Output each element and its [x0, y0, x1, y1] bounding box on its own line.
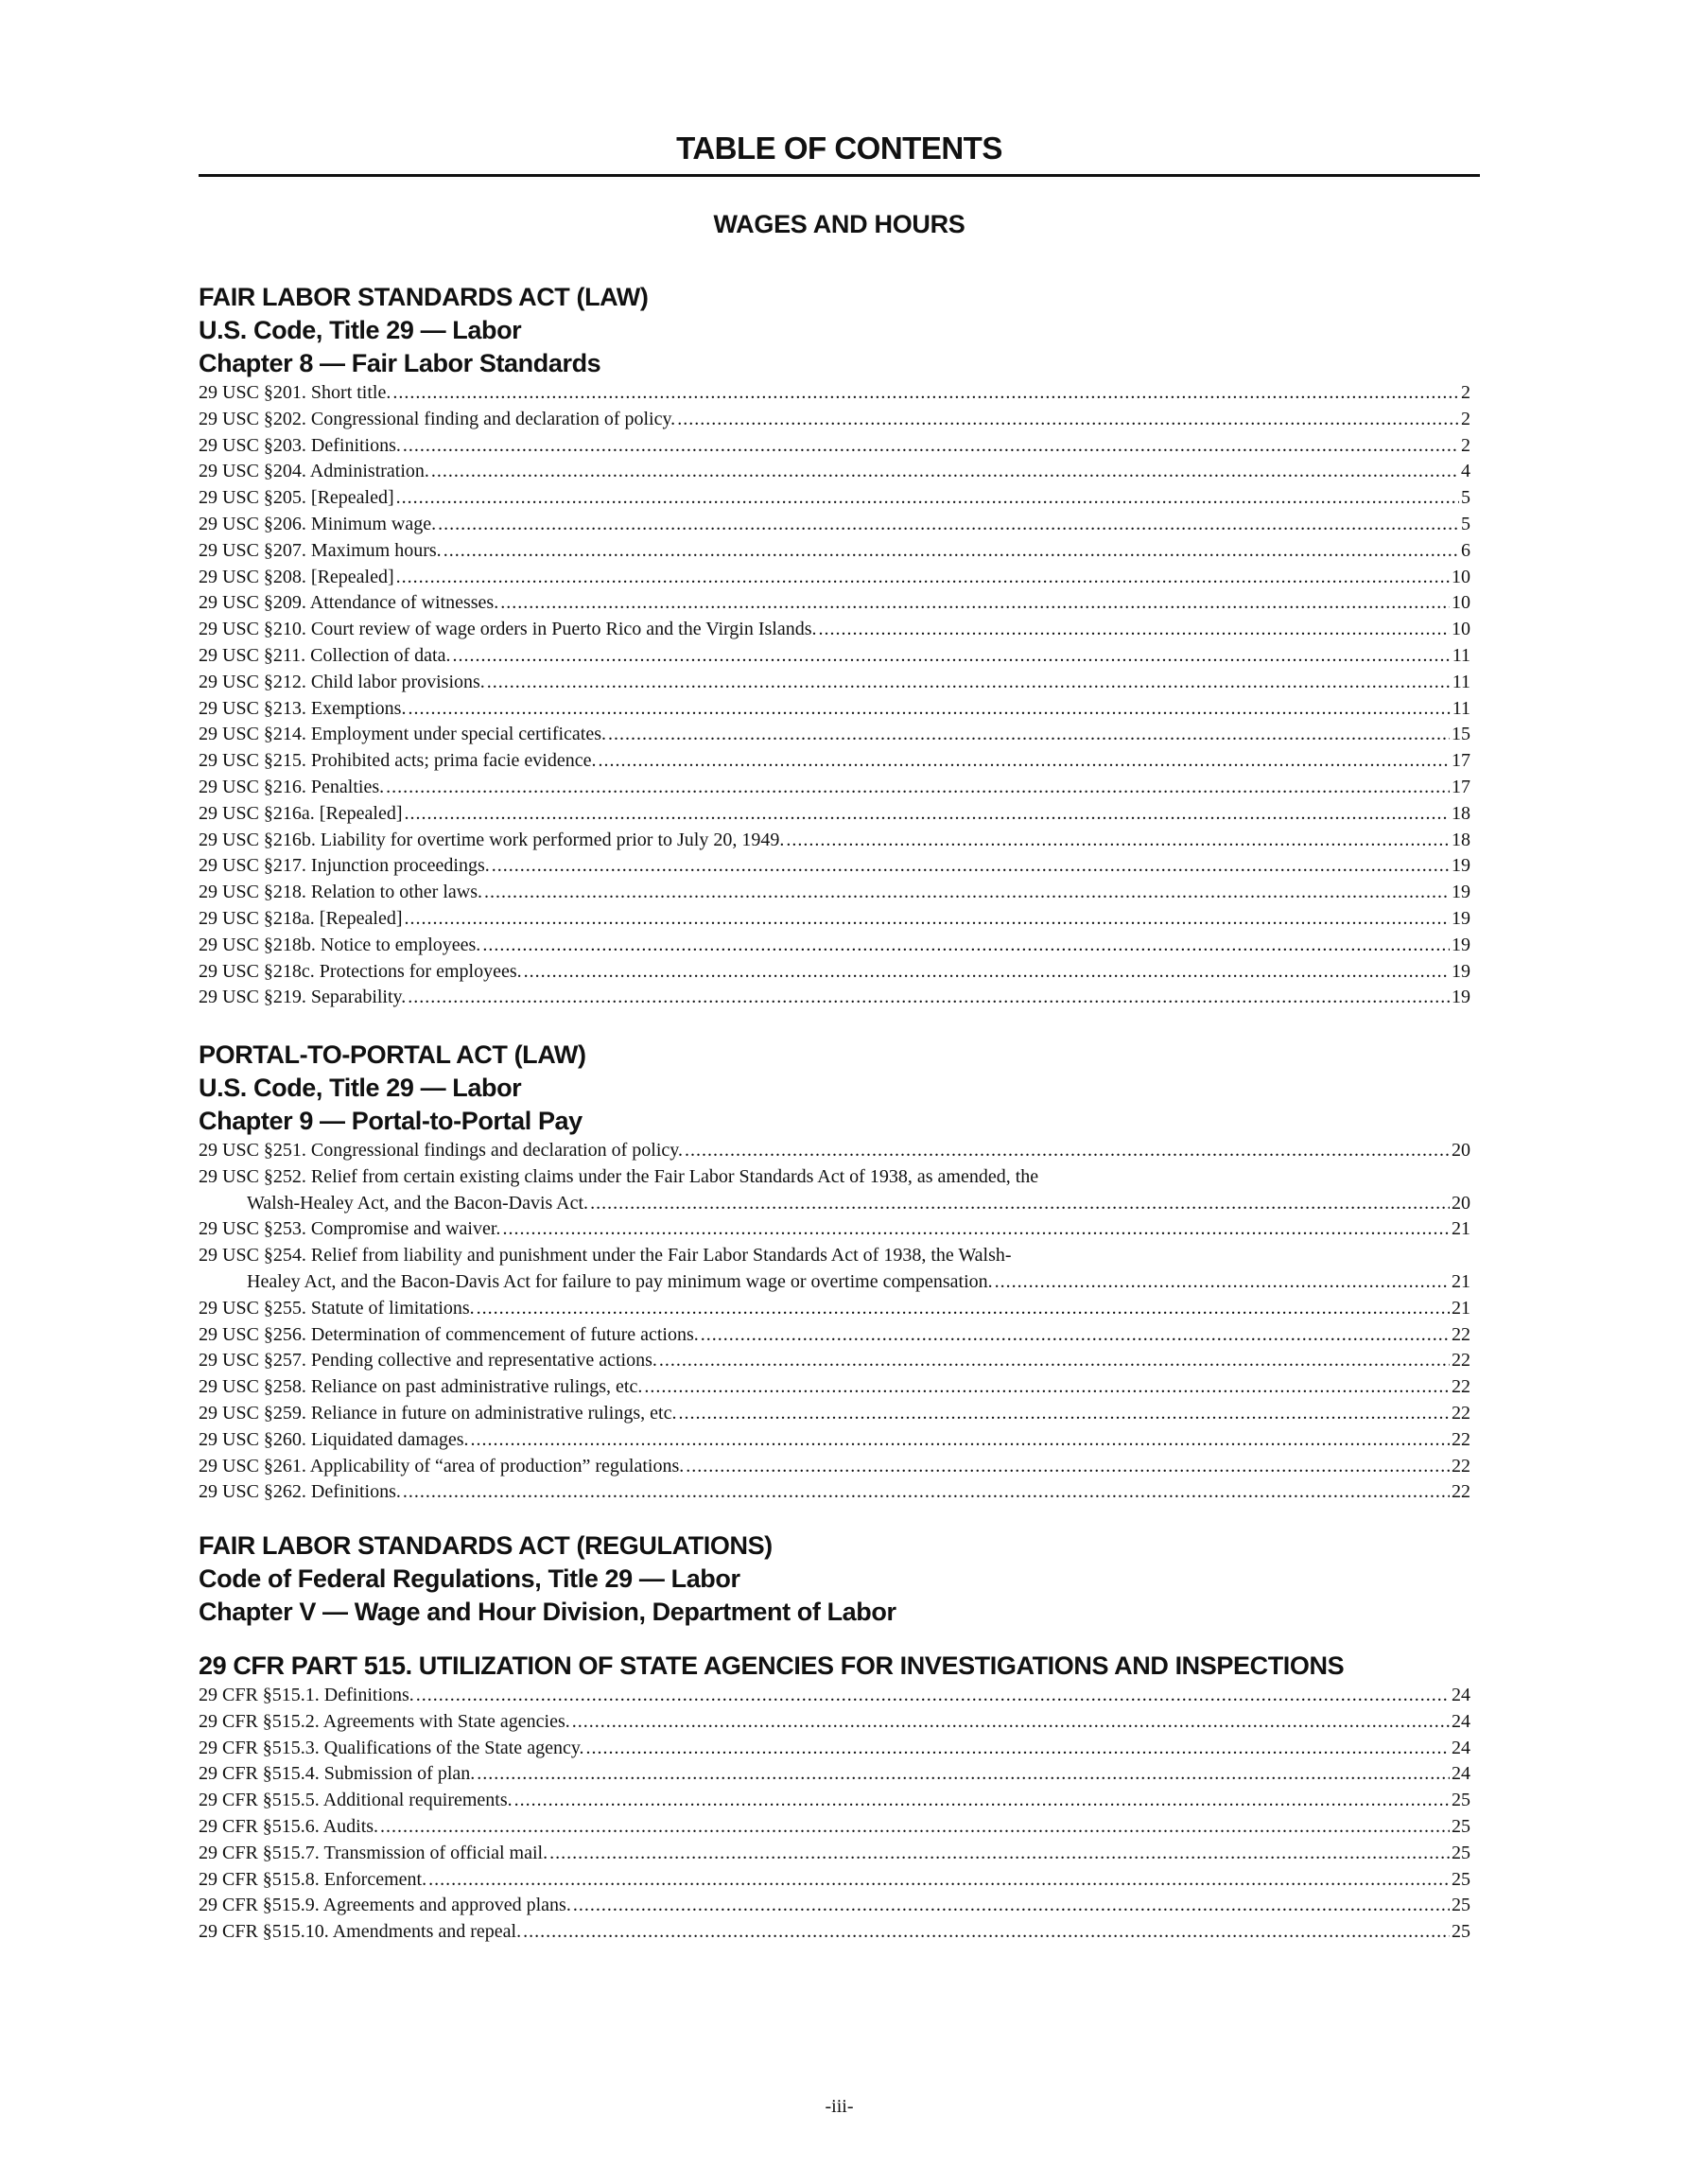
toc-entry-page: 25 — [1452, 1868, 1470, 1890]
toc-entry-page: 11 — [1452, 671, 1470, 692]
dot-leader — [416, 1683, 1450, 1709]
toc-entry-page: 24 — [1452, 1685, 1470, 1705]
toc-entry-page: 22 — [1452, 1402, 1470, 1424]
dot-leader — [443, 538, 1459, 565]
toc-entry-page: 24 — [1452, 1737, 1470, 1758]
section-heading: PORTAL-TO-PORTAL ACT (LAW) — [199, 1040, 586, 1069]
toc-entry-title: 29 USC §216a. [Repealed] — [199, 802, 403, 824]
toc-entry-title: 29 USC §218a. [Repealed] — [199, 907, 403, 929]
dot-leader — [380, 1814, 1450, 1841]
toc-entry-title: 29 USC §218. Relation to other laws. — [199, 882, 482, 903]
toc-entry-page: 21 — [1452, 1218, 1470, 1240]
toc-entry-list — [199, 380, 1470, 1011]
toc-entry[interactable] — [199, 1401, 1470, 1427]
toc-entry-title: 29 CFR §515.10. Amendments and repeal. — [199, 1921, 522, 1943]
toc-entry[interactable] — [199, 696, 1470, 723]
dot-leader — [677, 407, 1459, 433]
dot-leader — [396, 565, 1450, 591]
toc-entry-title: 29 USC §205. [Repealed] — [199, 487, 394, 509]
toc-entry[interactable] — [199, 1164, 1470, 1217]
toc-entry-page: 2 — [1461, 434, 1470, 456]
dot-leader — [786, 828, 1450, 854]
toc-entry-title: 29 CFR §515.7. Transmission of official mail. — [199, 1842, 548, 1863]
page-subtitle: WAGES AND HOURS — [713, 210, 965, 238]
toc-entry-title: 29 CFR §515.8. Enforcement. — [199, 1868, 427, 1890]
dot-leader — [408, 696, 1450, 723]
dot-leader — [438, 512, 1459, 538]
page-title: TABLE OF CONTENTS — [676, 131, 1002, 166]
toc-entry-page: 19 — [1452, 855, 1470, 877]
toc-entry-title: 29 CFR §515.2. Agreements with State agencies. — [199, 1710, 570, 1732]
title-rule — [199, 174, 1480, 177]
dot-leader — [678, 1401, 1450, 1427]
toc-entry-title: 29 USC §210. Court review of wage orders in Puerto Rico and the Virgin Islands. — [199, 619, 817, 640]
toc-entry[interactable] — [199, 1814, 1470, 1841]
toc-entry-page: 20 — [1452, 1192, 1470, 1214]
toc-entry-page: 6 — [1461, 539, 1470, 561]
dot-leader — [608, 722, 1450, 748]
dot-leader — [477, 1296, 1450, 1322]
toc-entry-page: 25 — [1452, 1815, 1470, 1837]
toc-entry-title: 29 USC §203. Definitions. — [199, 434, 401, 456]
dot-leader — [431, 459, 1459, 485]
section-heading: Code of Federal Regulations, Title 29 — Labor — [199, 1564, 740, 1593]
toc-entry-page: 18 — [1452, 802, 1470, 824]
dot-leader — [471, 1427, 1450, 1454]
toc-entry-title: 29 USC §209. Attendance of witnesses. — [199, 592, 499, 614]
toc-entry-page: 22 — [1452, 1481, 1470, 1503]
dot-leader — [452, 643, 1450, 670]
toc-entry[interactable] — [199, 775, 1470, 801]
dot-leader — [514, 1788, 1450, 1814]
section-heading: U.S. Code, Title 29 — Labor — [199, 1074, 522, 1102]
toc-entry-list — [199, 1683, 1470, 1946]
toc-entry[interactable] — [199, 407, 1470, 433]
dot-leader — [502, 1216, 1450, 1243]
toc-entry[interactable] — [199, 380, 1470, 407]
page-number: -iii- — [825, 2096, 854, 2117]
toc-entry-page: 4 — [1461, 461, 1470, 482]
toc-entry-title: 29 USC §257. Pending collective and representative actions. — [199, 1350, 657, 1372]
toc-entry-page: 22 — [1452, 1455, 1470, 1476]
toc-entry[interactable] — [199, 1454, 1470, 1480]
dot-leader — [405, 906, 1450, 933]
toc-entry[interactable] — [199, 880, 1470, 906]
toc-entry[interactable] — [199, 1841, 1470, 1867]
toc-entry[interactable] — [199, 801, 1470, 828]
toc-entry-page: 22 — [1452, 1428, 1470, 1450]
toc-entry[interactable] — [199, 590, 1470, 617]
toc-entry-title: 29 USC §218b. Notice to employees. — [199, 934, 481, 955]
toc-entry[interactable] — [199, 565, 1470, 591]
toc-entry[interactable] — [199, 1867, 1470, 1894]
toc-entry-title: 29 USC §219. Separability. — [199, 987, 407, 1008]
section-heading: 29 CFR PART 515. UTILIZATION OF STATE AGENCIES FOR INVESTIGATIONS AND INSPECTIONS — [199, 1651, 1345, 1680]
dot-leader — [995, 1269, 1450, 1296]
toc-entry[interactable] — [199, 538, 1470, 565]
toc-entry-page: 24 — [1452, 1710, 1470, 1732]
dot-leader — [484, 880, 1450, 906]
toc-entry-title: 29 USC §216. Penalties. — [199, 776, 385, 797]
toc-entry-page: 2 — [1461, 382, 1470, 403]
toc-entry-title: 29 USC §218c. Protections for employees. — [199, 960, 522, 982]
toc-entry-page: 21 — [1452, 1270, 1470, 1292]
toc-entry-title: 29 USC §259. Reliance in future on administrative rulings, etc. — [199, 1402, 677, 1424]
section-heading: Chapter 8 — Fair Labor Standards — [199, 349, 601, 377]
section-heading: Chapter V — Wage and Hour Division, Department of Labor — [199, 1598, 896, 1626]
toc-entry-page: 5 — [1461, 487, 1470, 509]
toc-entry-title: 29 USC §214. Employment under special certificates. — [199, 724, 607, 745]
toc-entry-title-continued: Walsh-Healey Act, and the Bacon-Davis Act. — [247, 1192, 589, 1214]
toc-entry-page: 25 — [1452, 1921, 1470, 1943]
toc-section-cfr-part-515 — [199, 1650, 1470, 1946]
toc-entry-title: 29 USC §211. Collection of data. — [199, 644, 451, 666]
section-heading: FAIR LABOR STANDARDS ACT (REGULATIONS) — [199, 1531, 773, 1560]
dot-leader — [492, 853, 1450, 880]
toc-entry-page: 20 — [1452, 1140, 1470, 1161]
toc-entry-title: 29 CFR §515.4. Submission of plan. — [199, 1763, 476, 1785]
toc-entry[interactable] — [199, 1427, 1470, 1454]
dot-leader — [386, 775, 1450, 801]
dot-leader — [523, 1919, 1450, 1946]
toc-entry[interactable] — [199, 1348, 1470, 1374]
toc-entry-page: 10 — [1452, 619, 1470, 640]
toc-entry[interactable] — [199, 643, 1470, 670]
toc-entry-page: 2 — [1461, 408, 1470, 429]
dot-leader — [573, 1893, 1450, 1919]
toc-entry[interactable] — [199, 617, 1470, 643]
toc-entry-list — [199, 1138, 1470, 1506]
toc-entry-page: 22 — [1452, 1376, 1470, 1398]
toc-section-portal-to-portal — [199, 1039, 1470, 1506]
toc-entry-page: 25 — [1452, 1895, 1470, 1916]
toc-entry-title: 29 USC §253. Compromise and waiver. — [199, 1218, 501, 1240]
toc-entry-page: 25 — [1452, 1790, 1470, 1811]
toc-entry-title: 29 USC §207. Maximum hours. — [199, 539, 442, 561]
toc-entry[interactable] — [199, 722, 1470, 748]
toc-entry-page: 11 — [1452, 697, 1470, 719]
dot-leader — [405, 801, 1450, 828]
toc-entry-page: 22 — [1452, 1323, 1470, 1345]
toc-entry-title: 29 USC §216b. Liability for overtime work performed prior to July 20, 1949. — [199, 829, 785, 850]
toc-entry-title: 29 USC §261. Applicability of “area of production” regulations. — [199, 1455, 685, 1476]
toc-entry[interactable] — [199, 512, 1470, 538]
dot-leader — [590, 1191, 1450, 1217]
toc-entry-page: 17 — [1452, 750, 1470, 772]
toc-entry-title: 29 USC §215. Prohibited acts; prima facie evidence. — [199, 750, 597, 772]
dot-leader — [819, 617, 1450, 643]
toc-entry[interactable] — [199, 485, 1470, 512]
toc-entry-page: 10 — [1452, 592, 1470, 614]
toc-entry[interactable] — [199, 1919, 1470, 1946]
dot-leader — [644, 1374, 1450, 1401]
dot-leader — [477, 1761, 1450, 1788]
toc-entry-page: 17 — [1452, 776, 1470, 797]
toc-entry-page: 24 — [1452, 1763, 1470, 1785]
toc-entry-title: 29 USC §208. [Repealed] — [199, 566, 394, 587]
section-heading: U.S. Code, Title 29 — Labor — [199, 316, 522, 344]
toc-entry-title: 29 CFR §515.1. Definitions. — [199, 1685, 414, 1705]
dot-leader — [396, 485, 1459, 512]
toc-entry[interactable] — [199, 1296, 1470, 1322]
toc-section-flsa-regulations — [199, 1529, 1470, 1629]
toc-entry-page: 19 — [1452, 934, 1470, 955]
dot-leader — [659, 1348, 1450, 1374]
toc-entry-page: 25 — [1452, 1842, 1470, 1863]
dot-leader — [549, 1841, 1450, 1867]
toc-entry-page: 10 — [1452, 566, 1470, 587]
toc-entry-title: 29 USC §260. Liquidated damages. — [199, 1428, 469, 1450]
toc-entry-page: 18 — [1452, 829, 1470, 850]
toc-entry[interactable] — [199, 1761, 1470, 1788]
toc-entry[interactable] — [199, 459, 1470, 485]
toc-entry[interactable] — [199, 1243, 1470, 1296]
toc-entry-title: 29 USC §258. Reliance on past administrative rulings, etc. — [199, 1376, 643, 1398]
toc-entry-title: 29 USC §262. Definitions. — [199, 1481, 401, 1503]
dot-leader — [524, 959, 1450, 986]
dot-leader — [685, 1138, 1450, 1164]
toc-entry-page: 15 — [1452, 724, 1470, 745]
toc-entry-title-continued: Healey Act, and the Bacon-Davis Act for failure to pay minimum wage or overtime compensation. — [247, 1270, 993, 1292]
toc-entry-title: 29 USC §206. Minimum wage. — [199, 513, 437, 534]
dot-leader — [701, 1322, 1450, 1349]
toc-entry[interactable] — [199, 985, 1470, 1011]
toc-entry-title: 29 CFR §515.9. Agreements and approved plans. — [199, 1895, 571, 1916]
dot-leader — [586, 1736, 1450, 1762]
toc-entry-title: 29 USC §251. Congressional findings and declaration of policy. — [199, 1140, 683, 1161]
toc-entry[interactable] — [199, 1322, 1470, 1349]
toc-entry-title: 29 USC §254. Relief from liability and punishment under the Fair Labor Standards Act of 1938, the Walsh- — [199, 1245, 1012, 1267]
section-heading: FAIR LABOR STANDARDS ACT (LAW) — [199, 283, 649, 311]
dot-leader — [428, 1867, 1450, 1894]
toc-entry[interactable] — [199, 433, 1470, 460]
toc-entry[interactable] — [199, 1216, 1470, 1243]
toc-entry[interactable] — [199, 670, 1470, 696]
toc-entry-title: 29 USC §217. Injunction proceedings. — [199, 855, 490, 877]
toc-entry[interactable] — [199, 828, 1470, 854]
toc-entry-title: 29 USC §202. Congressional finding and declaration of policy. — [199, 408, 676, 429]
dot-leader — [403, 433, 1459, 460]
dot-leader — [392, 380, 1459, 407]
toc-entry[interactable] — [199, 959, 1470, 986]
dot-leader — [686, 1454, 1450, 1480]
toc-entry-page: 19 — [1452, 960, 1470, 982]
toc-entry-page: 19 — [1452, 987, 1470, 1008]
toc-entry-title: 29 USC §256. Determination of commencement of future actions. — [199, 1323, 699, 1345]
dot-leader — [598, 748, 1450, 775]
toc-entry-page: 19 — [1452, 907, 1470, 929]
toc-entry-title: 29 USC §255. Statute of limitations. — [199, 1297, 475, 1319]
toc-entry[interactable] — [199, 1736, 1470, 1762]
dot-leader — [403, 1479, 1450, 1506]
toc-entry[interactable] — [199, 1893, 1470, 1919]
toc-entry-page: 22 — [1452, 1350, 1470, 1372]
toc-entry[interactable] — [199, 906, 1470, 933]
toc-entry-title: 29 USC §204. Administration. — [199, 461, 429, 482]
toc-entry-title: 29 CFR §515.5. Additional requirements. — [199, 1790, 513, 1811]
toc-section-flsa-law — [199, 281, 1470, 1011]
toc-entry-title: 29 CFR §515.3. Qualifications of the State agency. — [199, 1737, 584, 1758]
toc-entry[interactable] — [199, 1788, 1470, 1814]
dot-leader — [408, 985, 1450, 1011]
toc-entry-page: 11 — [1452, 644, 1470, 666]
dot-leader — [487, 670, 1451, 696]
toc-entry[interactable] — [199, 1374, 1470, 1401]
toc-entry[interactable] — [199, 1709, 1470, 1736]
toc-entry-title: 29 USC §212. Child labor provisions. — [199, 671, 485, 692]
toc-entry-title: 29 USC §201. Short title. — [199, 382, 391, 403]
toc-entry-page: 19 — [1452, 882, 1470, 903]
toc-entry-page: 21 — [1452, 1297, 1470, 1319]
dot-leader — [572, 1709, 1450, 1736]
toc-entry-title: 29 CFR §515.6. Audits. — [199, 1815, 379, 1837]
dot-leader — [500, 590, 1450, 617]
toc-entry[interactable] — [199, 853, 1470, 880]
section-heading: Chapter 9 — Portal-to-Portal Pay — [199, 1107, 583, 1135]
toc-entry[interactable] — [199, 933, 1470, 959]
toc-entry-title: 29 USC §213. Exemptions. — [199, 697, 407, 719]
toc-entry[interactable] — [199, 1479, 1470, 1506]
toc-entry[interactable] — [199, 1138, 1470, 1164]
toc-entry[interactable] — [199, 748, 1470, 775]
dot-leader — [482, 933, 1450, 959]
toc-entry-page: 5 — [1461, 513, 1470, 534]
toc-entry-title: 29 USC §252. Relief from certain existing claims under the Fair Labor Standards Act of 1938, as amended, the — [199, 1165, 1039, 1187]
toc-entry[interactable] — [199, 1683, 1470, 1709]
